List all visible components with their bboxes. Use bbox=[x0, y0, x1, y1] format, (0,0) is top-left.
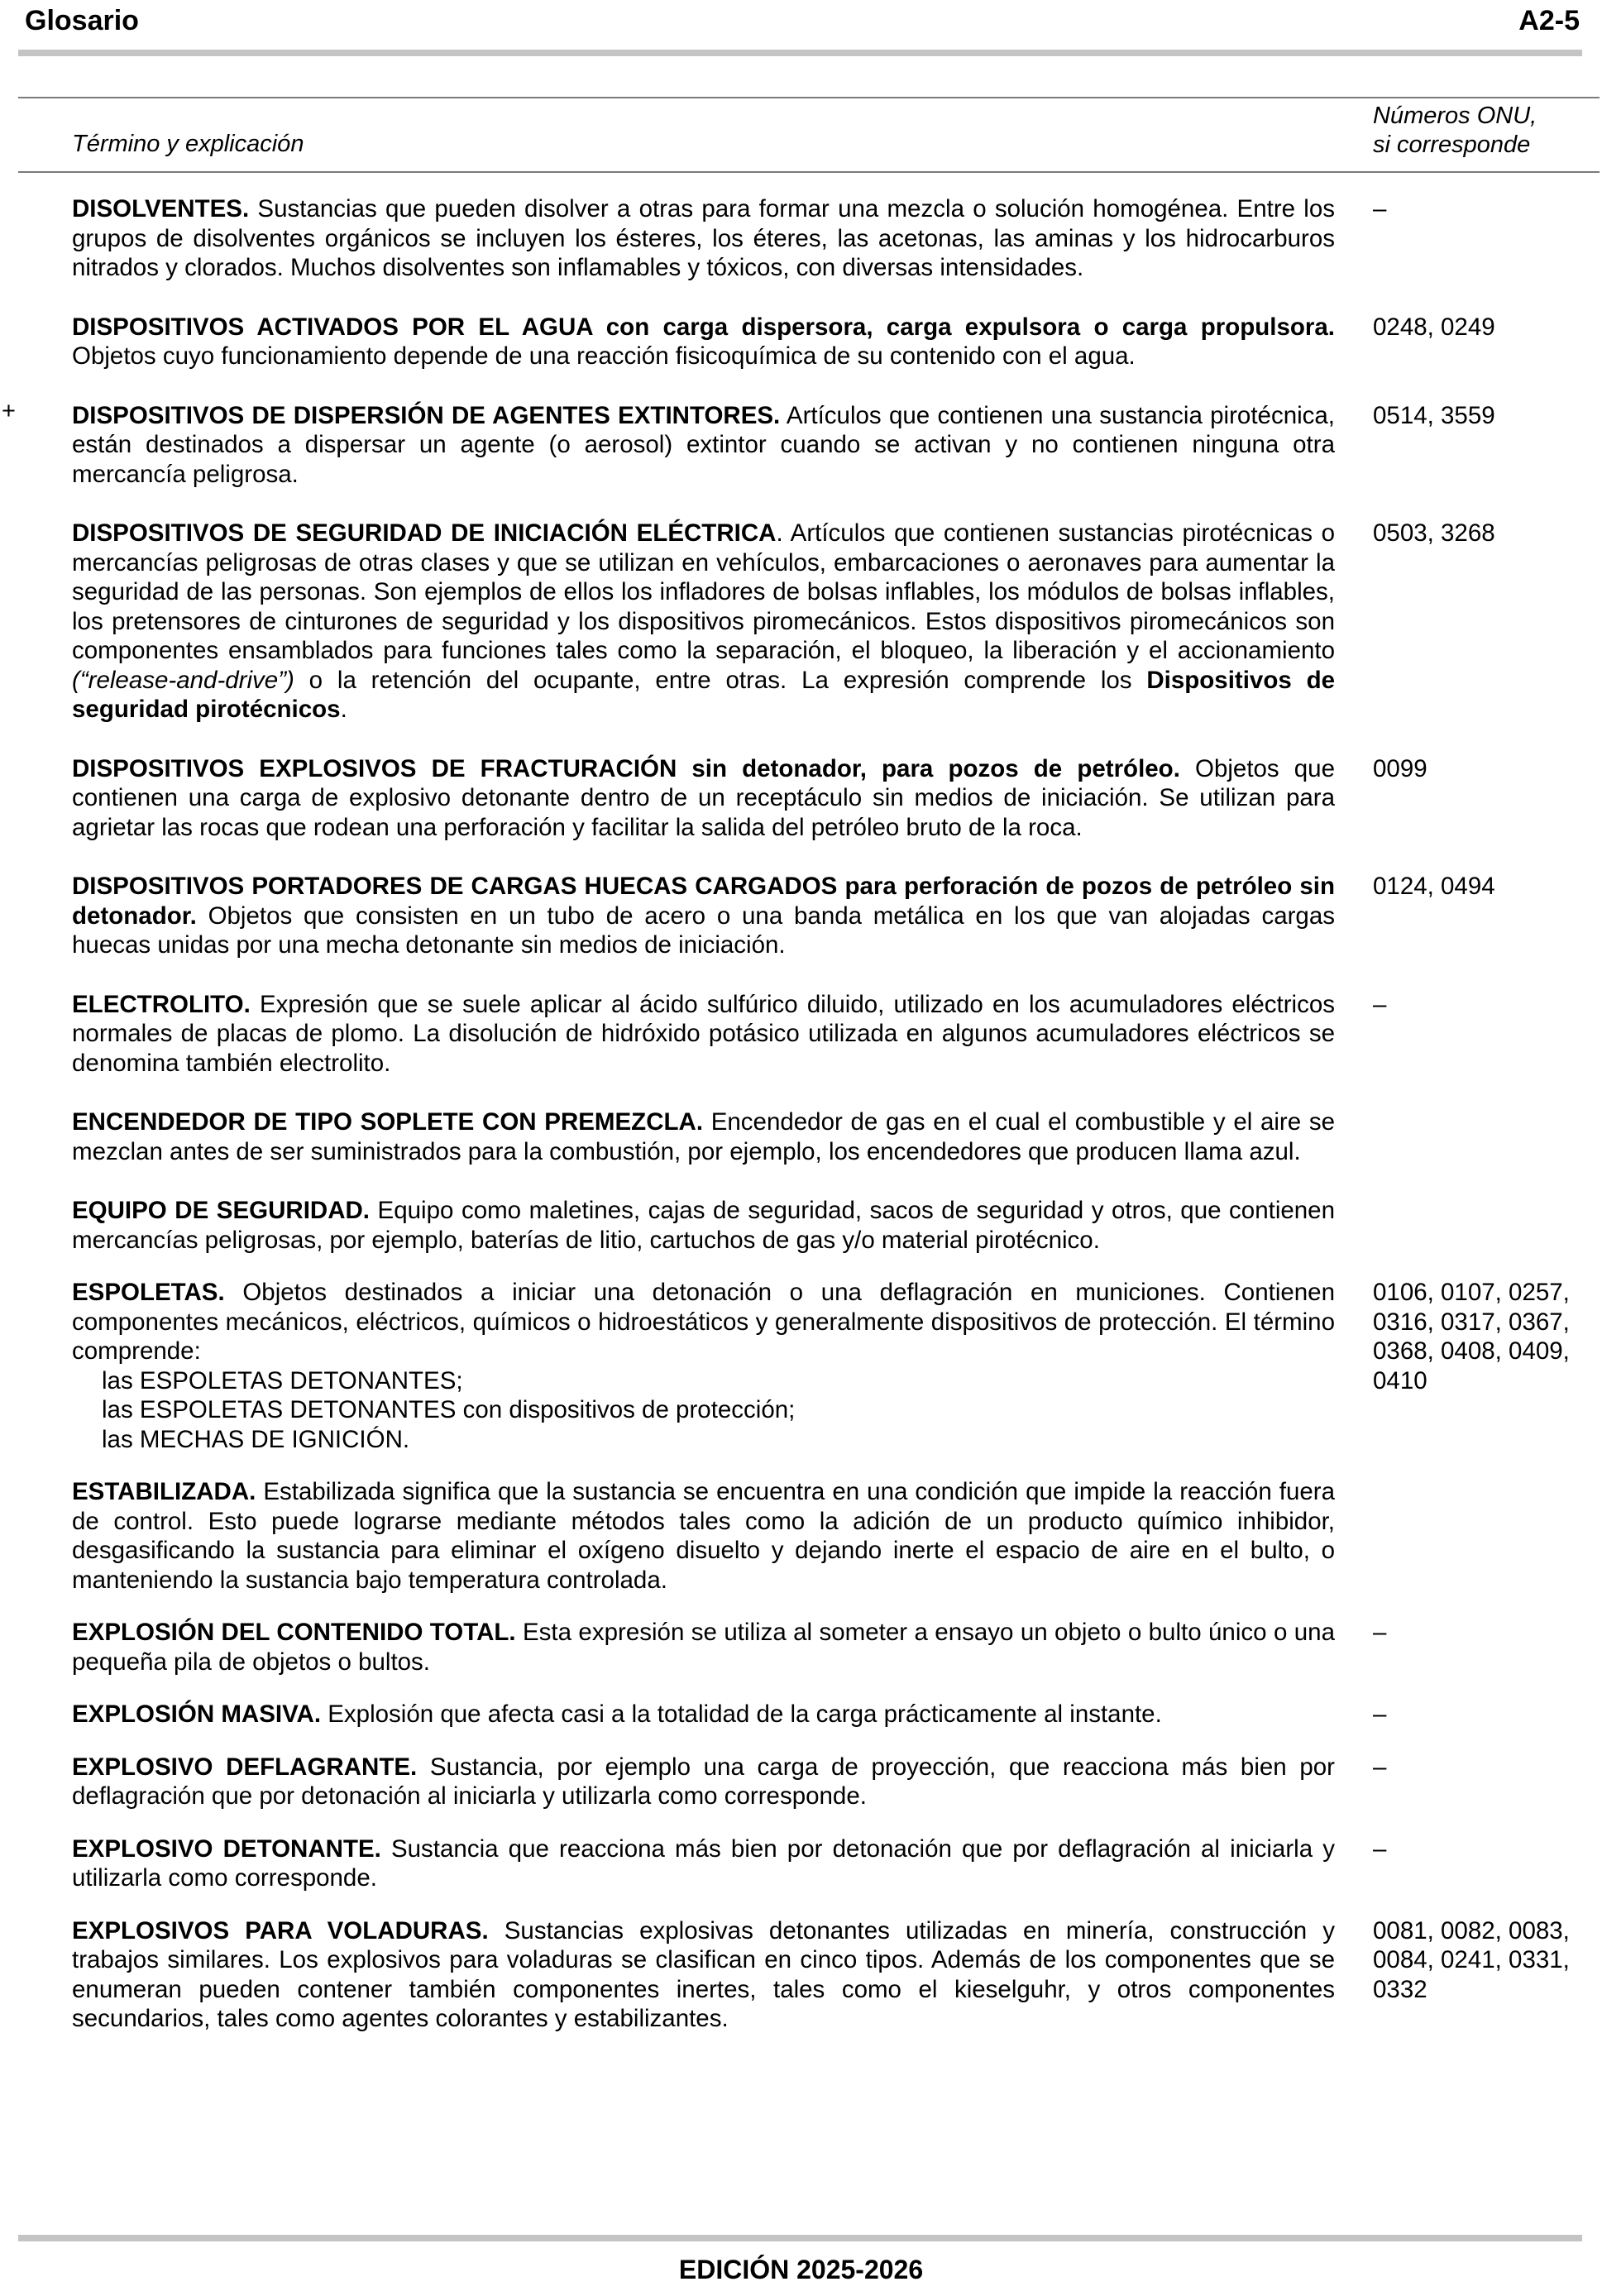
table-header-rule bbox=[18, 171, 1600, 173]
glossary-entry bbox=[0, 519, 1602, 725]
entry-un-numbers: 0124, 0494 bbox=[1373, 873, 1495, 900]
entry-text bbox=[72, 1834, 1335, 1893]
entry-text bbox=[72, 401, 1335, 490]
entry-text bbox=[72, 754, 1335, 843]
entry-explanation: Expresión que se suele aplicar al ácido sulfúrico diluido, utilizado en los acumuladores eléctricos normales de placas de plomo. La disolución de hidróxido potásico utilizada en algunos acumuladores eléctricos se denomina también electrolito. bbox=[72, 990, 1335, 1077]
entry-un-numbers: 0081, 0082, 0083, 0084, 0241, 0331, 0332 bbox=[1373, 1916, 1570, 2003]
entry-italic-phrase: (“release-and-drive”) bbox=[72, 666, 294, 694]
glossary-entry bbox=[0, 872, 1602, 960]
glossary-entry bbox=[0, 1278, 1602, 1454]
entry-un-numbers: 0248, 0249 bbox=[1373, 313, 1495, 341]
glossary-entries bbox=[0, 194, 1602, 2034]
glossary-entry bbox=[0, 1834, 1602, 1893]
entry-explanation: Encendedor de gas en el cual el combustible y el aire se mezclan antes de ser suministrados para la combustión, por ejemplo, los encendedores que producen llama azul. bbox=[72, 1108, 1335, 1165]
glossary-entry bbox=[0, 1700, 1602, 1729]
entry-text bbox=[72, 1477, 1335, 1595]
entry-term: DISPOSITIVOS PORTADORES DE CARGAS HUECAS CARGADOS para perforación de pozos de petróleo sin detonador. bbox=[72, 873, 1335, 930]
entry-text bbox=[72, 1700, 1335, 1729]
entry-un-numbers: – bbox=[1373, 1753, 1387, 1781]
column-header-un-line2: si corresponde bbox=[1373, 132, 1531, 158]
entry-explanation: Objetos destinados a iniciar una detonación o una deflagración en municiones. Contienen componentes mecánicos, eléctricos, químicos o hidroestáticos y generalmente dispositivos de protección. El término comprende: bbox=[72, 1279, 1335, 1365]
entry-un-numbers: – bbox=[1373, 1619, 1387, 1646]
glossary-entry bbox=[0, 1107, 1602, 1166]
entry-text bbox=[72, 1916, 1335, 2034]
entry-explanation: Objetos que consisten en un tubo de acero o una banda metálica en los que van alojadas cargas huecas unidas por una mecha detonante sin medios de iniciación. bbox=[72, 902, 1335, 959]
entry-explanation: Sustancias explosivas detonantes utilizadas en minería, construcción y trabajos similares. Los explosivos para voladuras se clasifican en cinco tipos. Además de los componentes que se enumeran pueden contener también componentes inertes, tales como el kieselguhr, y otros componentes secundarios, tales como agentes colorantes y estabilizantes. bbox=[72, 1916, 1335, 2032]
glossary-entry bbox=[0, 194, 1602, 283]
entry-text bbox=[72, 313, 1335, 371]
entry-un-numbers: 0106, 0107, 0257, 0316, 0317, 0367, 0368, 0408, 0409, 0410 bbox=[1373, 1279, 1570, 1394]
column-header-un bbox=[1373, 102, 1537, 160]
entry-term: ESTABILIZADA. bbox=[72, 1478, 256, 1505]
entry-explanation: Objetos que contienen una carga de explosivo detonante dentro de un receptáculo sin medios de iniciación. Se utilizan para agrietar las rocas que rodean una perforación y facilitar la salida del petróleo bruto de la roca. bbox=[72, 754, 1336, 841]
entry-explanation: . Artículos que contienen sustancias pirotécnicas o mercancías peligrosas de otras clases y que se utilizan en vehículos, embarcaciones o aeronaves para aumentar la seguridad de las personas. Son ejemplos de ellos los infladores de bolsas inflables, los módulos de bolsas inflables, los pretensores de cinturones de seguridad y los dispositivos piromecánicos. Estos dispositivos piromecánicos son componentes ensamblados para funciones tales como la separación, el bloqueo, la liberación y el accionamiento bbox=[72, 519, 1336, 664]
entry-text bbox=[72, 1618, 1335, 1677]
glossary-entry bbox=[0, 1916, 1602, 2034]
entry-term: ELECTROLITO. bbox=[72, 990, 251, 1018]
entry-explanation: Sustancia que reacciona más bien por detonación que por deflagración al iniciarla y utilizarla como corresponde. bbox=[72, 1834, 1336, 1892]
glossary-entry bbox=[0, 1618, 1602, 1677]
entry-explanation: Sustancias que pueden disolver a otras para formar una mezcla o solución homogénea. Entre los grupos de disolventes orgánicos se incluyen los ésteres, los éteres, las acetonas, las aminas y los hidrocarburos nitrados y clorados. Muchos disolventes son inflamables y tóxicos, con diversas intensidades. bbox=[72, 195, 1335, 281]
glossary-entry bbox=[0, 990, 1602, 1079]
glossary-entry bbox=[0, 397, 1602, 490]
column-header-term: Término y explicación bbox=[72, 131, 304, 157]
entry-text bbox=[72, 1196, 1335, 1255]
entry-explanation: Estabilizada significa que la sustancia se encuentra en una condición que impide la reacción fuera de control. Esto puede lograrse mediante métodos tales como la adición de un producto químico inhibidor, desgasificando la sustancia para eliminar el oxígeno disuelto y dejando inerte el espacio de aire en el bulto, o manteniendo la sustancia bajo temperatura controlada. bbox=[72, 1478, 1335, 1594]
entry-explanation: Artículos que contienen una sustancia pirotécnica, están destinados a dispersar un agente (o aerosol) extintor cuando se activan y no contienen ninguna otra mercancía peligrosa. bbox=[72, 401, 1336, 488]
sublist-item: las ESPOLETAS DETONANTES; bbox=[102, 1366, 463, 1394]
entry-explanation-cont: o la retención del ocupante, entre otras. La expresión comprende los bbox=[294, 666, 1147, 694]
entry-un-numbers: 0514, 3559 bbox=[1373, 401, 1495, 429]
glossary-entry bbox=[0, 313, 1602, 371]
entry-explanation-end: . bbox=[340, 696, 347, 723]
section-title: Glosario bbox=[25, 5, 139, 36]
entry-term: EXPLOSIVOS PARA VOLADURAS. bbox=[72, 1916, 489, 1944]
table-top-rule bbox=[18, 97, 1600, 98]
entry-term: DISPOSITIVOS DE SEGURIDAD DE INICIACIÓN ELÉCTRICA bbox=[72, 519, 777, 547]
entry-explanation: Esta expresión se utiliza al someter a ensayo un objeto o bulto único o una pequeña pila de objetos o bultos. bbox=[72, 1619, 1335, 1676]
header-divider bbox=[18, 50, 1582, 56]
entry-term: EQUIPO DE SEGURIDAD. bbox=[72, 1197, 371, 1224]
sublist-item: las ESPOLETAS DETONANTES con dispositivos de protección; bbox=[102, 1396, 796, 1423]
entry-term: DISPOSITIVOS DE DISPERSIÓN DE AGENTES EXTINTORES. bbox=[72, 401, 781, 429]
entry-text bbox=[72, 1753, 1335, 1811]
column-header-un-line1: Números ONU, bbox=[1373, 103, 1537, 129]
entry-explanation: Explosión que afecta casi a la totalidad de la carga prácticamente al instante. bbox=[321, 1700, 1162, 1728]
entry-text bbox=[72, 990, 1335, 1079]
page-header bbox=[25, 5, 1580, 38]
entry-explanation: Objetos cuyo funcionamiento depende de una reacción fisicoquímica de su contenido con el agua. bbox=[72, 342, 1136, 370]
page-number: A2-5 bbox=[1518, 5, 1580, 36]
entry-sublist bbox=[72, 1366, 1335, 1455]
entry-cross-reference: Dispositivos de seguridad pirotécnicos bbox=[72, 666, 1336, 723]
glossary-entry bbox=[0, 1753, 1602, 1811]
entry-text bbox=[72, 194, 1335, 283]
entry-un-numbers: – bbox=[1373, 1834, 1387, 1863]
entry-term: DISPOSITIVOS EXPLOSIVOS DE FRACTURACIÓN sin detonador, para pozos de petróleo. bbox=[72, 754, 1180, 782]
glossary-entry bbox=[0, 1477, 1602, 1595]
entry-un-numbers: – bbox=[1373, 1700, 1387, 1728]
entry-text bbox=[72, 872, 1335, 960]
entry-term: ESPOLETAS. bbox=[72, 1279, 225, 1306]
entry-un-numbers: 0099 bbox=[1373, 754, 1427, 782]
entry-term: EXPLOSIVO DETONANTE. bbox=[72, 1834, 381, 1863]
entry-un-numbers: – bbox=[1373, 990, 1387, 1018]
entry-text bbox=[72, 519, 1335, 725]
sublist-item: las MECHAS DE IGNICIÓN. bbox=[102, 1425, 410, 1453]
entry-term: ENCENDEDOR DE TIPO SOPLETE CON PREMEZCLA. bbox=[72, 1108, 704, 1136]
entry-text bbox=[72, 1107, 1335, 1166]
glossary-entry bbox=[0, 754, 1602, 843]
entry-un-numbers: 0503, 3268 bbox=[1373, 519, 1495, 547]
amendment-mark: + bbox=[2, 397, 16, 424]
footer-divider bbox=[18, 2235, 1582, 2241]
entry-term: DISPOSITIVOS ACTIVADOS POR EL AGUA con carga dispersora, carga expulsora o carga propulsora. bbox=[72, 313, 1335, 341]
entry-explanation: Sustancia, por ejemplo una carga de proyección, que reacciona más bien por deflagración que por detonación al iniciarla y utilizarla como corresponde. bbox=[72, 1753, 1336, 1810]
glossary-entry bbox=[0, 1196, 1602, 1255]
entry-text bbox=[72, 1278, 1335, 1454]
entry-term: EXPLOSIÓN DEL CONTENIDO TOTAL. bbox=[72, 1619, 516, 1646]
edition-footer: EDICIÓN 2025-2026 bbox=[678, 2255, 924, 2284]
entry-term: EXPLOSIVO DEFLAGRANTE. bbox=[72, 1753, 418, 1781]
entry-term: DISOLVENTES. bbox=[72, 195, 250, 222]
entry-term: EXPLOSIÓN MASIVA. bbox=[72, 1700, 322, 1728]
entry-un-numbers: – bbox=[1373, 195, 1387, 222]
entry-explanation: Equipo como maletines, cajas de seguridad, sacos de seguridad y otros, que contienen mercancías peligrosas, por ejemplo, baterías de litio, cartuchos de gas y/o material pirotécnico. bbox=[72, 1197, 1335, 1254]
